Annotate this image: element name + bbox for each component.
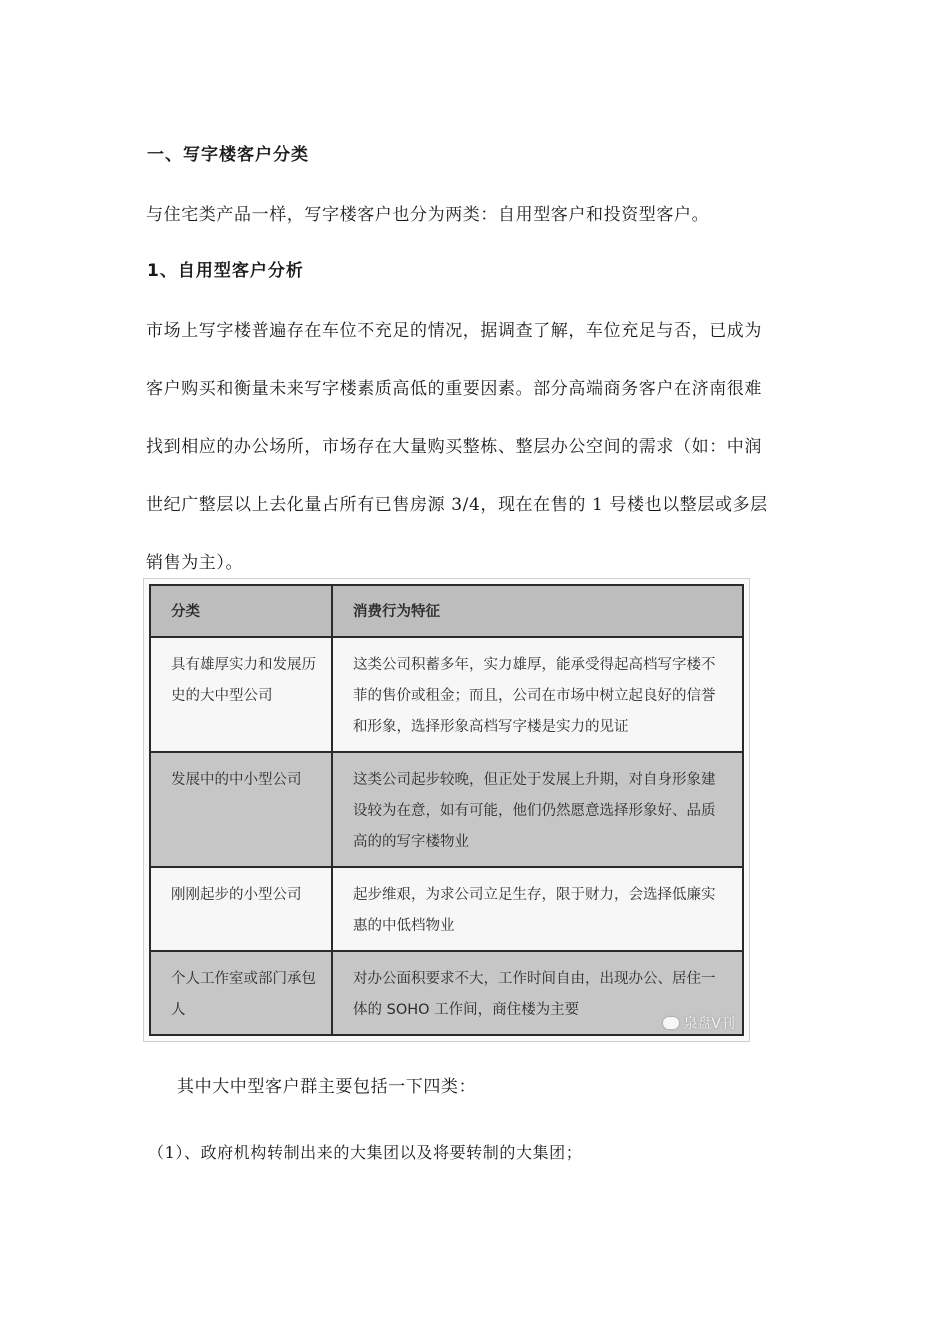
- table-cell-category: 发展中的中小型公司: [150, 752, 332, 867]
- subsection-heading: 1、自用型客户分析: [147, 261, 304, 281]
- table-cell-category: 具有雄厚实力和发展历史的大中型公司: [150, 637, 332, 752]
- table-cell-feature: 这类公司起步较晚，但正处于发展上升期，对自身形象建设较为在意，如有可能，他们仍然愿意选择形象好、品质高的的写字楼物业: [332, 752, 743, 867]
- customer-table-image: [143, 578, 750, 1042]
- body-line: 找到相应的办公场所，市场存在大量购买整栋、整层办公空间的需求（如：中润: [146, 437, 762, 457]
- list-item: （1）、政府机构转制出来的大集团以及将要转制的大集团；: [148, 1143, 583, 1162]
- table-cell-feature: 起步维艰，为求公司立足生存，限于财力，会选择低廉实惠的中低档物业: [332, 867, 743, 951]
- table-cell-feature: 这类公司积蓄多年，实力雄厚，能承受得起高档写字楼不菲的售价或租金；而且，公司在市场中树立起良好的信誉和形象，选择形象高档写字楼是实力的见证: [332, 637, 743, 752]
- wechat-icon: [663, 1017, 679, 1029]
- table-row: [150, 867, 743, 951]
- watermark: [663, 1013, 735, 1033]
- body-line: 市场上写字楼普遍存在车位不充足的情况，据调查了解，车位充足与否，已成为: [146, 321, 762, 341]
- customer-table: [149, 584, 744, 1036]
- list-intro-paragraph: 其中大中型客户群主要包括一下四类：: [177, 1077, 477, 1097]
- table-row: [150, 951, 743, 1035]
- section-heading: 一、写字楼客户分类: [147, 145, 309, 165]
- body-line: 客户购买和衡量未来写字楼素质高低的重要因素。部分高端商务客户在济南很难: [146, 379, 762, 399]
- body-paragraph: [146, 302, 810, 592]
- table-header-feature: 消费行为特征: [332, 585, 743, 637]
- table-row: [150, 637, 743, 752]
- table-cell-category: 个人工作室或部门承包人: [150, 951, 332, 1035]
- table-cell-category: 刚刚起步的小型公司: [150, 867, 332, 951]
- intro-paragraph: 与住宅类产品一样，写字楼客户也分为两类：自用型客户和投资型客户。: [146, 205, 710, 225]
- table-header-category: 分类: [150, 585, 332, 637]
- watermark-text: 泉盘V刊: [683, 1016, 735, 1032]
- table-cell-feature: 对办公面积要求不大，工作时间自由，出现办公、居住一体的 SOHO 工作间，商住楼为主要: [332, 951, 743, 1035]
- table-row: [150, 752, 743, 867]
- body-line: 销售为主）。: [146, 553, 244, 573]
- body-line: 世纪广整层以上去化量占所有已售房源 3/4，现在在售的 1 号楼也以整层或多层: [146, 495, 768, 515]
